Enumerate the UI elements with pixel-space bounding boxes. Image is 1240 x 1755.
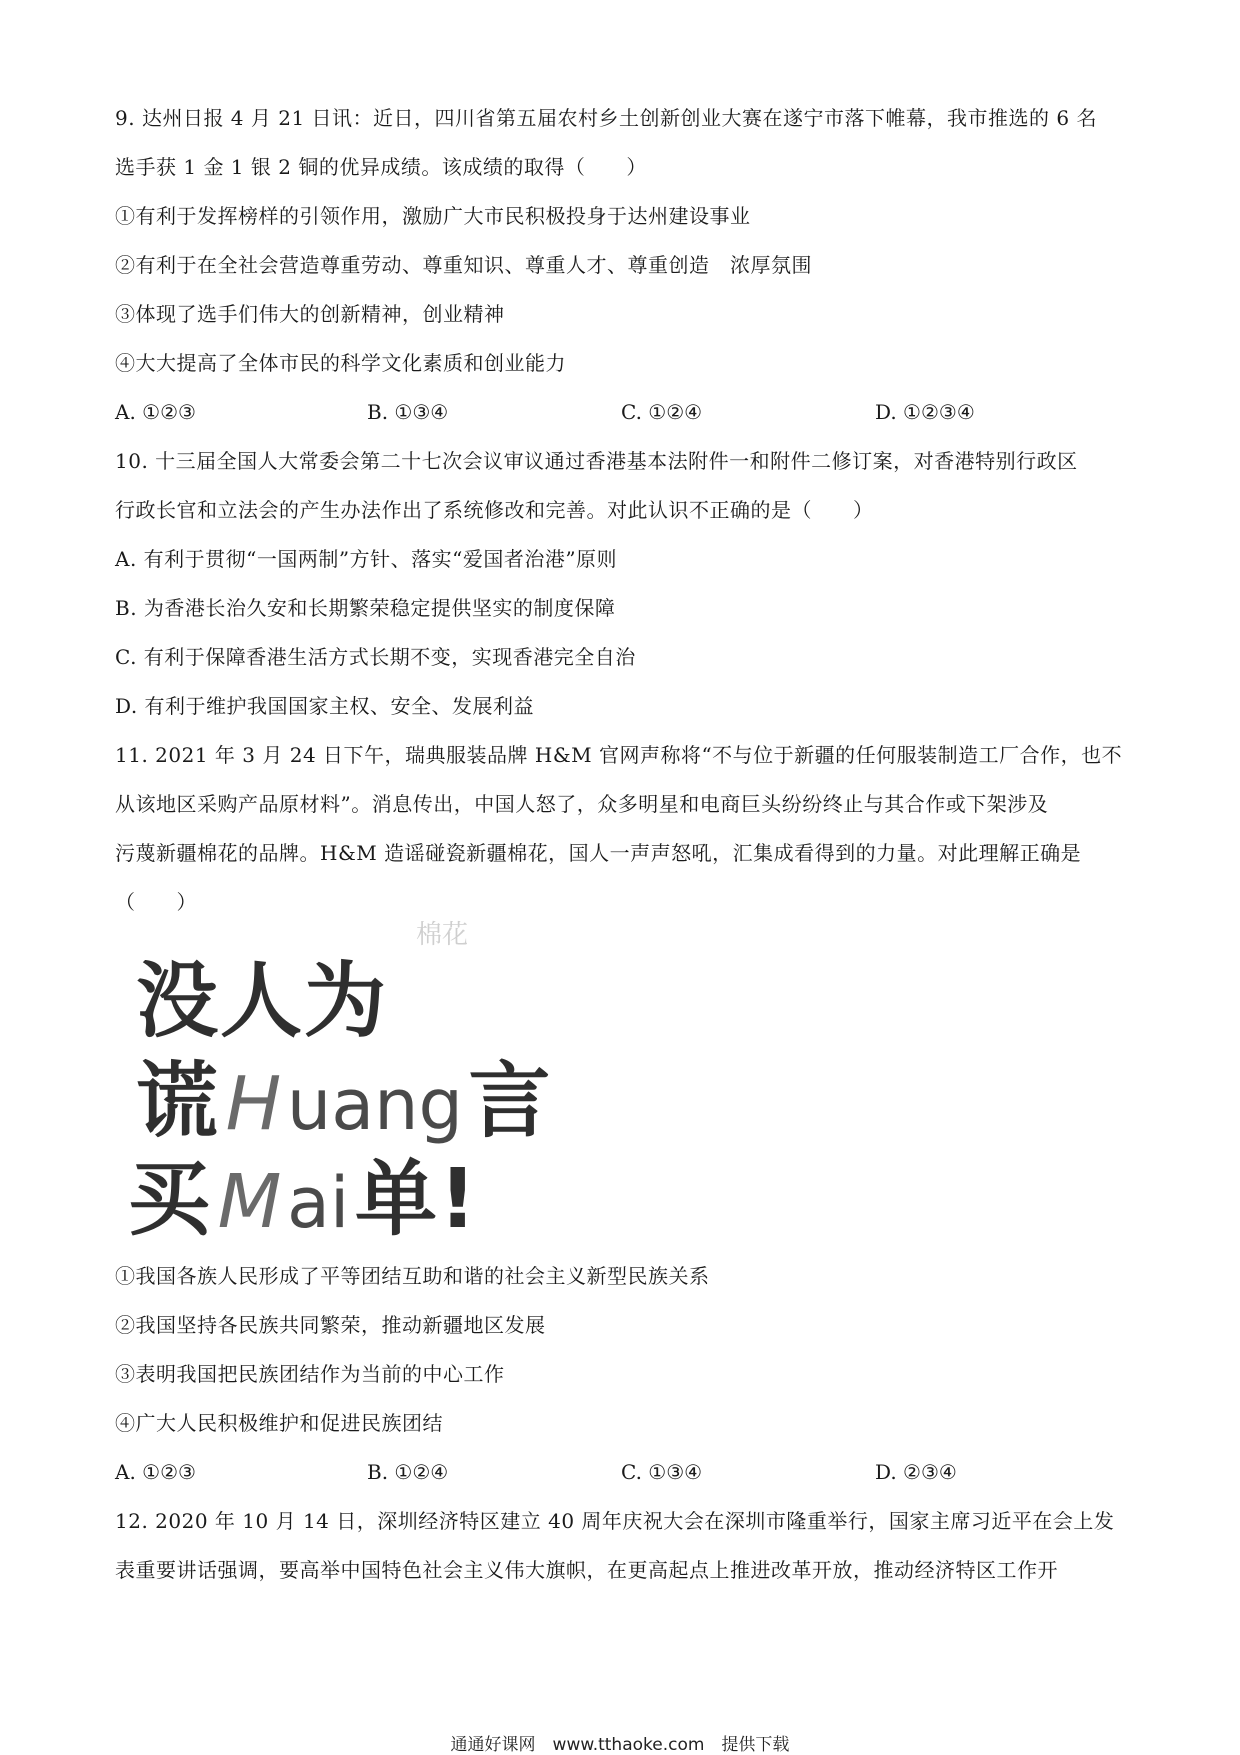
q11-option-c: C. ①③④ [621,1460,703,1484]
q9-item-1: ①有利于发挥榜样的引领作用，激励广大市民积极投身于达州建设事业 [115,204,751,228]
q9-option-a: A. ①②③ [115,400,196,424]
q11-option-d: D. ②③④ [875,1460,957,1484]
q10-option-b: B. 为香港长治久安和长期繁荣稳定提供坚实的制度保障 [115,596,616,620]
q10-option-c: C. 有利于保障香港生活方式长期不变，实现香港完全自治 [115,645,636,669]
q9-stem-line-2: 选手获 1 金 1 银 2 铜的优异成绩。该成绩的取得（ ） [115,155,647,179]
slogan-char-mai: 买 [128,1152,213,1247]
q11-item-2: ②我国坚持各民族共同繁荣，推动新疆地区发展 [115,1313,546,1337]
slogan-row-1: 没人为 [136,954,389,1049]
slogan-pinyin-uang: uang [286,1064,463,1146]
q9-option-d: D. ①②③④ [875,400,975,424]
q9-option-b: B. ①③④ [367,400,449,424]
slogan-char-huang: 谎 [136,1054,221,1149]
q11-stem-line-2: 从该地区采购产品原材料”。消息传出，中国人怒了，众多明星和电商巨头纷纷终止与其合作或下架涉及 [115,792,1049,816]
q11-option-a: A. ①②③ [115,1460,196,1484]
q9-option-c: C. ①②④ [621,400,703,424]
q12-stem-line-2: 表重要讲话强调，要高举中国特色社会主义伟大旗帜，在更高起点上推进改革开放，推动经济特区工作开 [115,1558,1058,1582]
slogan-letter-h: H [225,1061,282,1147]
slogan-row-3 [128,1134,478,1251]
q9-stem-line-1: 9. 达州日报 4 月 21 日讯：近日，四川省第五届农村乡土创新创业大赛在遂宁市落下帷幕，我市推选的 6 名 [115,106,1097,130]
q11-stem-line-3: 污蔑新疆棉花的品牌。H&M 造谣碰瓷新疆棉花，国人一声声怒吼，汇集成看得到的力量。对此理解正确是 [115,841,1082,865]
q11-slogan-image [128,918,553,1247]
slogan-char-yan: 言 [468,1054,553,1149]
q11-stem-line-1: 11. 2021 年 3 月 24 日下午，瑞典服装品牌 H&M 官网声称将“不与位于新疆的任何服装制造工厂合作，也不 [115,743,1123,767]
q10-stem-line-1: 10. 十三届全国人大常委会第二十七次会议审议通过香港基本法附件一和附件二修订案，对香港特别行政区 [115,449,1078,473]
q10-option-a: A. 有利于贯彻“一国两制”方针、落实“爱国者治港”原则 [115,547,618,571]
q11-item-1: ①我国各族人民形成了平等团结互助和谐的社会主义新型民族关系 [115,1264,710,1288]
slogan-pinyin-ai: ai [287,1162,350,1244]
q9-item-3: ③体现了选手们伟大的创新精神，创业精神 [115,302,505,326]
q9-item-2: ②有利于在全社会营造尊重劳动、尊重知识、尊重人才、尊重创造 浓厚氛围 [115,253,812,277]
page-footer: 通通好课网 www.tthaoke.com 提供下载 [450,1735,790,1755]
slogan-letter-m: M [217,1159,282,1245]
q9-item-4: ④大大提高了全体市民的科学文化素质和创业能力 [115,351,566,375]
q11-option-b: B. ①②④ [367,1460,449,1484]
slogan-faint-text: 棉花 [416,920,469,950]
q10-option-d: D. 有利于维护我国国家主权、安全、发展利益 [115,694,535,718]
q11-item-3: ③表明我国把民族团结作为当前的中心工作 [115,1362,505,1386]
q12-stem-line-1: 12. 2020 年 10 月 14 日，深圳经济特区建立 40 周年庆祝大会在深圳市隆重举行，国家主席习近平在会上发 [115,1509,1115,1533]
q10-stem-line-2: 行政长官和立法会的产生办法作出了系统修改和完善。对此认识不正确的是（ ） [115,498,874,522]
q11-item-4: ④广大人民积极维护和促进民族团结 [115,1411,443,1435]
slogan-char-dan: 单! [354,1152,479,1247]
q11-stem-line-4: （ ） [115,890,197,914]
